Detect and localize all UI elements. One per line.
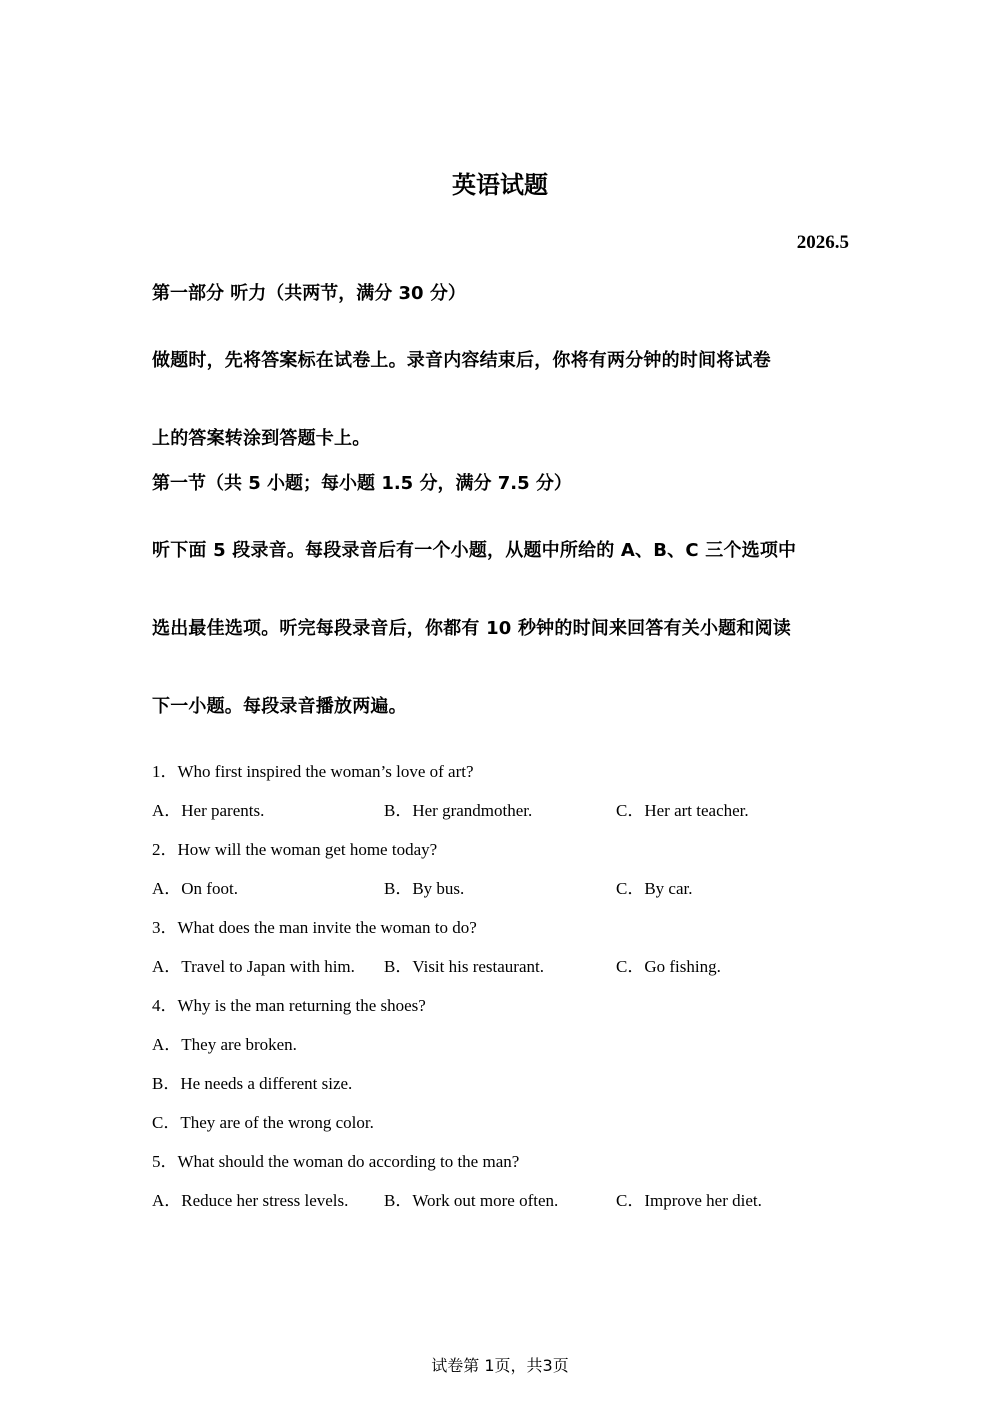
- question-stem: 4．Why is the man returning the shoes?: [152, 996, 426, 1015]
- option-a: A．On foot.: [152, 879, 238, 898]
- section1-directions-line3: 下一小题。每段录音播放两遍。: [152, 696, 407, 717]
- question-5: [152, 1142, 852, 1220]
- question-3: [152, 908, 852, 986]
- option-b: B．Visit his restaurant.: [384, 957, 544, 976]
- option-row: [152, 869, 852, 908]
- option-b: B．Her grandmother.: [384, 801, 533, 820]
- question-4: [152, 986, 852, 1142]
- section1-heading: 第一节（共 5 小题；每小题 1.5 分，满分 7.5 分）: [152, 473, 572, 494]
- question-stem: 1．Who first inspired the woman’s love of art?: [152, 762, 474, 781]
- option-a: A．Her parents.: [152, 801, 265, 820]
- option-c: C．They are of the wrong color.: [152, 1113, 374, 1132]
- question-stem: 3．What does the man invite the woman to do?: [152, 918, 477, 937]
- option-c: C．Improve her diet.: [616, 1191, 762, 1210]
- part1-directions-line1: 做题时，先将答案标在试卷上。录音内容结束后，你将有两分钟的时间将试卷: [152, 350, 771, 371]
- option-a: A．Travel to Japan with him.: [152, 957, 355, 976]
- option-c: C．By car.: [616, 879, 693, 898]
- question-1: [152, 752, 852, 830]
- part1-directions: [152, 322, 852, 478]
- question-stem: 5．What should the woman do according to the man?: [152, 1152, 520, 1171]
- option-a: A．Reduce her stress levels.: [152, 1191, 349, 1210]
- page-footer: 试卷第 1页，共3页: [431, 1356, 569, 1375]
- option-c: C．Go fishing.: [616, 957, 721, 976]
- question-stem: 2．How will the woman get home today?: [152, 840, 438, 859]
- page-title: 英语试题: [452, 171, 548, 199]
- option-b: B．By bus.: [384, 879, 465, 898]
- section1-directions-line1: 听下面 5 段录音。每段录音后有一个小题，从题中所给的 A、B、C 三个选项中: [152, 540, 797, 561]
- exam-content: [152, 280, 852, 1220]
- option-b: B．He needs a different size.: [152, 1074, 353, 1093]
- part1-directions-line2: 上的答案转涂到答题卡上。: [152, 428, 371, 449]
- option-a: A．They are broken.: [152, 1035, 297, 1054]
- question-2: [152, 830, 852, 908]
- option-c: C．Her art teacher.: [616, 801, 749, 820]
- section1-directions: [152, 512, 852, 746]
- option-row: [152, 1181, 852, 1220]
- section1-directions-line2: 选出最佳选项。听完每段录音后，你都有 10 秒钟的时间来回答有关小题和阅读: [152, 618, 791, 639]
- option-row: [152, 947, 852, 986]
- question-list: [152, 752, 852, 1220]
- exam-date: 2026.5: [796, 232, 849, 253]
- option-b: B．Work out more often.: [384, 1191, 559, 1210]
- option-row: [152, 791, 852, 830]
- part1-heading: 第一部分 听力（共两节，满分 30 分）: [152, 283, 466, 304]
